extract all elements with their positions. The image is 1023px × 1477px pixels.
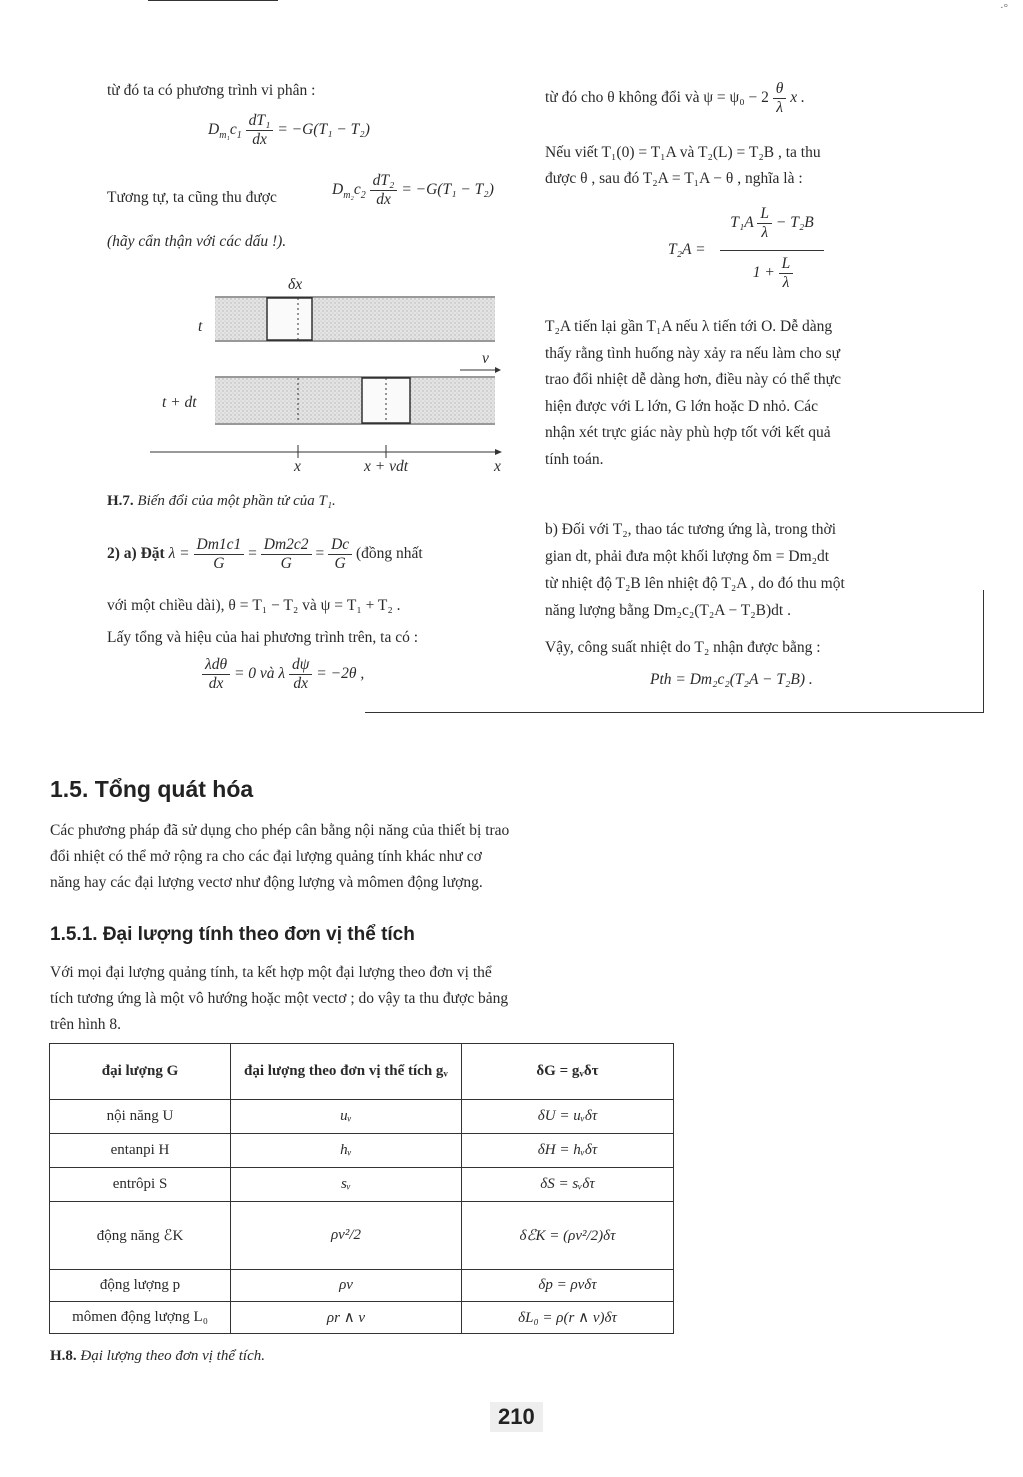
channel-t-dt (215, 378, 495, 423)
v-label: v (482, 350, 489, 367)
x-label: x (294, 458, 301, 475)
table-row: động lượng p ρv δp = ρvδτ (50, 1270, 674, 1302)
t-label: t (198, 318, 203, 335)
table-row: entrôpi S sᵥ δS = sᵥδτ (50, 1168, 674, 1202)
t-dt-label: t + dt (162, 394, 197, 411)
right-paragraph: T₂A tiến lại gần T₁A nếu λ tiến tới O. Dễ dàng thấy rằng tình huống này xảy ra nếu làm cho sự trao đổi nhiệt dễ dàng hơn, điều này có thể thực hiện được với L lớn, G lớn hoặc D nhỏ. Các nhận xét trực giác này phù hợp tốt với kết quả tính toán. (545, 318, 841, 468)
figure-h7 (150, 270, 520, 485)
intro-text: từ đó ta có phương trình vi phân : (107, 82, 316, 99)
section-paragraph: Các phương pháp đã sử dụng cho phép cân bằng nội năng của thiết bị trao đổi nhiệt có thể mở rộng ra cho các đại lượng quảng tính khác như cơ năng hay các đại lượng vectơ như động lượng và mômen động lượng. (50, 822, 510, 891)
right-line2: Nếu viết T₁(0) = T₁A và T₂(L) = T₂B , ta thu (545, 144, 821, 161)
table-row: entanpi H hᵥ δH = hᵥδτ (50, 1134, 674, 1168)
figure-h7-caption: H.7. Biến đổi của một phần tử của T₁. (107, 493, 336, 509)
similar-text: Tương tự, ta cũng thu được (107, 189, 277, 206)
part2-definition: 2) a) Đặt λ = $\frac{Dm1c1}{G}$ = $\frac{Dm2c2}{G}$ = $\frac{Dc}{G}$ (đồng nhất (107, 536, 423, 572)
table-header: đại lượng G (50, 1044, 231, 1100)
part2-line3: Lấy tổng và hiệu của hai phương trình trên, ta có : (107, 629, 419, 646)
table-caption: H.8. Đại lượng theo đơn vị thể tích. (50, 1348, 265, 1364)
heat-exchanger-diagram (150, 270, 520, 485)
table-row: động năng ℰK ρv²/2 δℰK = (ρv²/2)δτ (50, 1202, 674, 1270)
channel-t (215, 298, 495, 340)
sign-note: (hãy cẩn thận với các dấu !). (107, 233, 287, 250)
power-text: Vậy, công suất nhiệt do T₂ nhận được bằng : (545, 639, 821, 656)
x-vdt-label: x + vdt (364, 458, 409, 475)
element-t (267, 298, 312, 340)
table-row: mômen động lượng L₀ ρr ∧ v δL₀ = ρ(r ∧ v)δτ (50, 1302, 674, 1334)
top-rule (148, 0, 278, 1)
x-axis-label: x (494, 458, 501, 475)
table-header: δG = gᵥδτ (462, 1044, 674, 1100)
equation-2: $D_{m_2}c_2$ $\frac{\text{dT₂}}{dx}$ = −G(T₁ − T₂) (332, 172, 494, 208)
b-paragraph: b) Đối với T₂, thao tác tương ứng là, trong thời gian dt, phải đưa một khối lượng δm = Dm₂dt từ nhiệt độ T₂B lên nhiệt độ T₂A , do đó thu một năng lượng bằng Dm₂c₂(T₂A − T₂B)dt . (545, 521, 845, 619)
table-header-row (50, 1044, 674, 1100)
quantities-table (49, 1043, 674, 1334)
corner-mark: ·° (1000, 2, 1009, 14)
right-line1: từ đó cho θ không đổi và ψ = ψ₀ − 2 $\frac{\theta}{\lambda}$ x . (545, 80, 805, 116)
power-equation: Pth = Dm₂c₂(T₂A − T₂B) . (650, 671, 813, 688)
section-title: 1.5. Tổng quát hóa (50, 776, 254, 802)
equation-1: $D_{m_1}c_1$ $\frac{\text{dT₁}}{dx}$ = −G(T₁ − T₂) (208, 112, 370, 148)
table-row: nội năng U uᵥ δU = uᵥδτ (50, 1100, 674, 1134)
subsection-title: 1.5.1. Đại lượng tính theo đơn vị thể tích (50, 924, 415, 945)
part2-equations: $\frac{\text{λdθ}}{dx}$ = 0 và λ $\frac{d\psi}{dx}$ = −2θ , (202, 656, 364, 693)
table-header: đại lượng theo đơn vị thể tích gᵥ (231, 1044, 462, 1100)
dx-label: δx (288, 276, 303, 293)
part-b-bottom-rule (365, 712, 984, 713)
page-number: 210 (490, 1402, 543, 1432)
part2-line2: với một chiều dài), θ = T₁ − T₂ và ψ = T₁ + T₂ . (107, 597, 401, 614)
subsection-paragraph: Với mọi đại lượng quảng tính, ta kết hợp một đại lượng theo đơn vị thể tích tương ứng là một vô hướng hoặc một vectơ ; do vậy ta thu được bảng trên hình 8. (50, 964, 509, 1033)
right-line3: được θ , sau đó T₂A = T₁A − θ , nghĩa là : (545, 170, 803, 187)
part-b-side-rule (983, 590, 984, 712)
